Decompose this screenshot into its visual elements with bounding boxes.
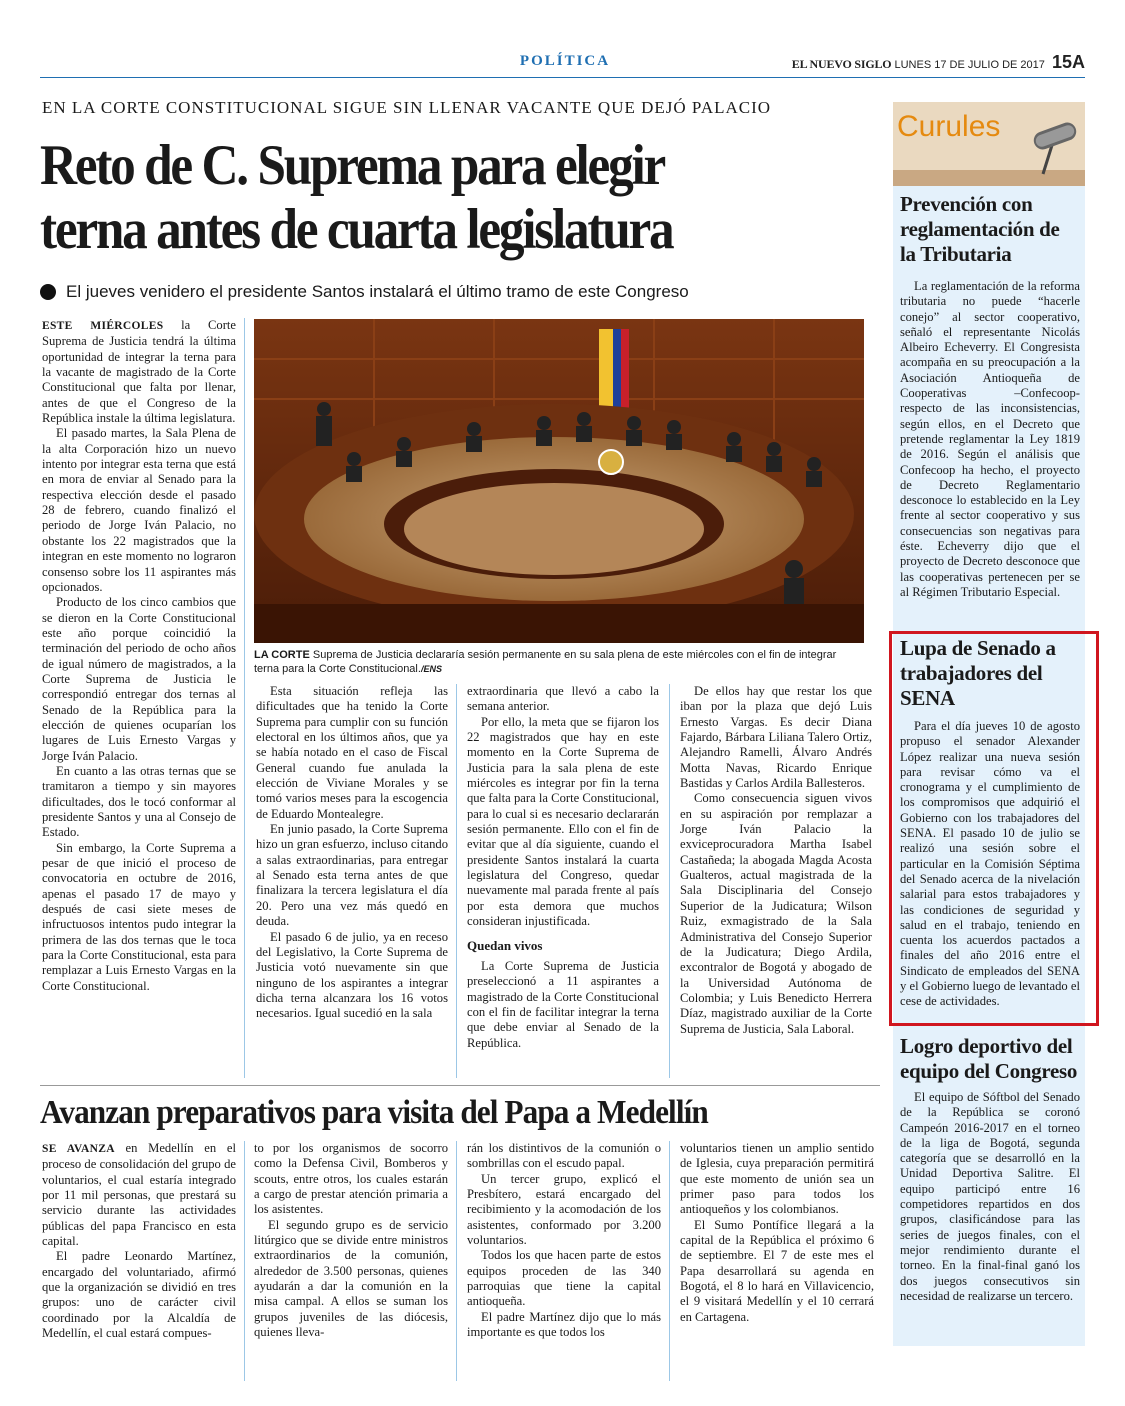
paragraph: Para el día jueves 10 de agosto propuso el senador Alexander López realizar una nueva sesión para revisar cómo va el cronograma y el cumplimiento de los compromisos que adquirió el Gobierno con los trabajadores del SENA. El pasado 10 de julio se realizó una sesión sobre el particular en la Comisión Séptima del Senado acerca de la nivelación salarial para estos trabajadores y las condiciones de seguridad y salud en el trabajo, teniendo en cuenta los acuerdos pactados a finales del año 2016 entre el Sindicato de empleados del SENA y el Gobierno luego de levantado el cese de actividades. (900, 719, 1080, 1009)
bullet-dot-icon (40, 284, 56, 300)
sidebar-item-1 (900, 192, 1080, 600)
paragraph: to por los organismos de socorro como la Defensa Civil, Bomberos y scouts, entre otros, los cuales estarán a cargo de prestar atención primaria a los asistentes. (254, 1141, 448, 1217)
paragraph: en Medellín en el proceso de consolidación del grupo de voluntarios, el cual estaría integrado por 11 mil personas, que prestará su servicio durante las actividades públicas del papa Francisco en esta capital. (42, 1141, 236, 1249)
main-column-1 (42, 318, 236, 994)
second-column-2 (254, 1141, 448, 1340)
second-column-3 (467, 1141, 661, 1340)
paragraph: Sin embargo, la Corte Suprema a pesar de que inició el proceso de convocatoria en octubre de 2016, apenas el pasado 17 de mayo y después de casi siete meses de infructuosos intentos pudo integrar la primera de las dos ternas que le toca para la Corte Constitucional, esta para remplazar a Luis Ernesto Vargas en la Corte Constitucional. (42, 840, 236, 993)
paragraph: La reglamentación de la reforma tributaria no puede “hacerle conejo” al sector cooperativo, señaló el representante Nicolás Albeiro Echeverry. El Congresista acompaña en su preocupación a la Asociación Antioqueña de Cooperativas –Confecoop- respecto de las inconsistencias, según ellos, en el Decreto que pretende reglamentar la Ley 1819 de 2016. Según el análisis que Confecoop ha hecho, el proyecto de Decreto Reglamentario desconoce lo establecido en la Ley frente al sector cooperativo y sus consecuencias son negativas para éste. Echeverry dijo que el proyecto de Decreto desconoce que las cooperativas pertenecen per se al Régimen Tributario Especial. (900, 279, 1080, 599)
paragraph: La Corte Suprema de Justicia preseleccionó a 11 aspirantes a magistrado de la Corte Constitucional con el fin de facilitar integrar la terna que debe enviar al Senado de la República. (467, 958, 659, 1050)
paragraph: En junio pasado, la Corte Suprema hizo un gran esfuerzo, incluso citando a salas extraordinarias, para entregar al Senado esta terna antes de que finalizara la tercera legislatura el día 20. Pero una vez más quedó en deuda. (256, 822, 448, 929)
paragraph: El padre Leonardo Martínez, encargado del voluntariado, afirmó que la organización se dividió en tres grupos: uno de carácter civil coordinado por la Alcaldía de Medellín, el cual estará compues- (42, 1249, 236, 1341)
sidebar-item-body (900, 1090, 1080, 1304)
lead-in: ESTE MIÉRCOLES (42, 320, 164, 332)
paragraph: la Corte Suprema de Justicia tendrá la última oportunidad de integrar la terna para la vacante de magistrado de la Corte Constitucional que falta por llenar, antes de que el Congreso de la República instale la última legislatura. (42, 318, 236, 426)
sidebar-item-2 (900, 636, 1080, 1010)
second-column-4 (680, 1141, 874, 1325)
column-divider (244, 1141, 245, 1381)
sidebar-item-body (900, 719, 1080, 1010)
second-column-1 (42, 1141, 236, 1341)
headline-line-2: terna antes de cuarta legislatura (40, 198, 673, 261)
photo-credit: /ENS (420, 664, 442, 674)
headline-line-1: Reto de C. Suprema para elegir (40, 134, 665, 197)
subheadline-text: El jueves venidero el presidente Santos instalará el último tramo de este Congreso (66, 282, 689, 301)
paragraph: En cuanto a las otras ternas que se tramitaron a tiempo y sin mayores dificultades, dos le tocó conformar al presidente Santos y una al Consejo de Estado. (42, 763, 236, 840)
masthead (792, 52, 1085, 73)
paragraph: El padre Martínez dijo que lo más importante es que todos los (467, 1309, 661, 1340)
column-divider (669, 1141, 670, 1381)
paragraph: El equipo de Sóftbol del Senado de la República se coronó Campeón 2016-2017 en el torneo de la liga de Bogotá, segunda categoría que se desarrolló en la Unidad Deportiva Salitre. El equipo participó entre 16 competidores repartidos en dos grupos, clasificándose para las series de juegos finales, con el mejor rendimiento durante el torneo. En la final-final ganó los dos juegos consecutivos sin necesidad de realizarse un tercero. (900, 1090, 1080, 1303)
story-divider (40, 1085, 880, 1086)
paragraph: extraordinaria que llevó a cabo la semana anterior. (467, 684, 659, 714)
header-rule (40, 77, 1085, 78)
paragraph: Esta situación refleja las dificultades que ha tenido la Corte Suprema para cumplir con su función electoral en los últimos años, que ya se había notado en el caso de Fiscal General cuando fue anulada la elección de Viviane Morales y se tomó varios meses para la escogencia de Eduardo Montealegre. (256, 684, 448, 821)
sidebar-title: Curules (897, 110, 1001, 143)
kicker: EN LA CORTE CONSTITUCIONAL SIGUE SIN LLENAR VACANTE QUE DEJÓ PALACIO (42, 98, 772, 117)
photo-caption (254, 648, 864, 676)
main-column-2 (256, 684, 448, 1022)
main-column-4 (680, 684, 872, 1037)
paragraph: Un tercer grupo, explicó el Presbítero, estará encargado del recibimiento y la acomodación de los asistentes, conformado por 3.200 voluntarios. (467, 1171, 661, 1248)
paragraph: Todos los que hacen parte de estos equipos proceden de las 340 parroquias que tiene la capital antioqueña. (467, 1248, 661, 1309)
lead-in: SE AVANZA (42, 1143, 115, 1155)
paragraph: voluntarios tienen un amplio sentido de Iglesia, cuya preparación permitirá que este momento de unión sea un primer paso para todos los antioqueños y los colombianos. (680, 1141, 874, 1217)
main-headline (40, 134, 760, 262)
section-label: POLÍTICA (519, 53, 611, 69)
caption-text: Suprema de Justicia declararía sesión permanente en su sala plena de este miércoles con el fin de integrar terna para la Corte Constitucional. (254, 649, 837, 675)
court-session-photo (254, 319, 864, 643)
paragraph: Producto de los cinco cambios que se dieron en la Corte Constitucional este año porque coincidió la terminación del periodo de ocho años de igual número de magistrados, a la Corte Suprema de Justicia le correspondió entregar dos ternas al Senado de la República para la elección de quienes ocuparían los lugares de Luis Ernesto Vargas y Jorge Iván Palacio. (42, 595, 236, 763)
page-number: 15A (1051, 52, 1085, 72)
paragraph: El pasado martes, la Sala Plena de la alta Corporación hizo un nuevo intento por integrar esta terna que está en mora de enviar al Senado para la respectiva elección desde el pasado 28 de febrero, cuando finalizó el periodo de Jorge Iván Palacio, no obstante los 22 magistrados que la integran en este momento no lograron consenso sobre los 11 aspirantes más opcionados. (42, 426, 236, 594)
paragraph: De ellos hay que restar los que iban por la plaza que dejó Luis Ernesto Vargas. Es decir Diana Fajardo, Bárbara Liliana Talero Ortiz, Alejandro Ramelli, Álvaro Andrés Motta Navas, Ricardo Enrique Bastidas y Carlos Ardila Ballesteros. (680, 684, 872, 791)
column-divider (456, 1141, 457, 1381)
paper-name: EL NUEVO SIGLO (791, 57, 892, 71)
column-divider (456, 684, 457, 1078)
sidebar-item-body (900, 279, 1080, 600)
column-divider (669, 684, 670, 1078)
sidebar-item-heading: Lupa de Senado a trabajadores del SENA (900, 636, 1056, 710)
second-headline: Avanzan preparativos para visita del Papa a Medellín (40, 1094, 708, 1131)
issue-date: LUNES 17 DE JULIO DE 2017 (894, 59, 1045, 71)
sidebar-item-heading: Logro deportivo del equipo del Congreso (900, 1034, 1078, 1083)
paragraph: rán los distintivos de la comunión o sombrillas con el escudo papal. (467, 1141, 661, 1171)
paragraph: El Sumo Pontífice llegará a la capital de la República el próximo 6 de septiembre. El 7 de este mes el Papa desarrollará su agenda en Bogotá, el 8 lo hará en Villavicencio, el 9 visitará Medellín y el 10 cerrará en Cartagena. (680, 1217, 874, 1324)
sidebar-item-3 (900, 1034, 1080, 1304)
section-subhead: Quedan vivos (467, 937, 543, 953)
caption-lead: LA CORTE (254, 649, 310, 661)
paragraph: El segundo grupo es de servicio litúrgico que se divide entre ministros extraordinarios de la comunión, alrededor de 3.500 personas, quienes ayudarán a dar la comunión en la misa campal. A ellos se suman los grupos juveniles de las diócesis, quienes lleva- (254, 1217, 448, 1340)
paragraph: Como consecuencia siguen vivos en su aspiración por remplazar a Jorge Iván Palacio la exviceprocuradora Martha Isabel Castañeda; la abogada Magda Acosta Gualteros, actual magistrada de la Sala Disciplinaria del Consejo Superior de la Judicatura; Wilson Ruiz, exmagistrado de la Sala Administrativa del Consejo Superior de la Judicatura; Diego Ardila, excontralor de Bogotá y abogado de la Universidad Autónoma de Colombia; y Luis Benedicto Herrera Díaz, magistrado auxiliar de la Corte Suprema de Justicia, Sala Laboral. (680, 791, 872, 1036)
paragraph: Por ello, la meta que se fijaron los 22 magistrados que hay en este momento en la Corte Suprema de Justicia para la sala plena de este miércoles es integrar por fin la terna que falta para la Corte Constitucional, para lo cual si es necesario declararán sesión permanente. Ello con el fin de evitar que al día siguiente, cuando el presidente Santos instalará la cuarta legislatura del Congreso, quedar nuevamente mal parada frente al país por esta demora que muchos consideran injustificada. (467, 714, 659, 929)
paragraph: El pasado 6 de julio, ya en receso del Legislativo, la Corte Suprema de Justicia votó nuevamente sin que ninguno de los aspirantes a integrar dicha terna alcanzara los 16 votos necesarios. Igual sucedió en la sala (256, 929, 448, 1021)
sidebar-item-heading: Prevención con reglamentación de la Tributaria (900, 192, 1060, 266)
column-divider (244, 318, 245, 1078)
subheadline (40, 282, 689, 302)
main-column-3 (467, 684, 659, 1051)
